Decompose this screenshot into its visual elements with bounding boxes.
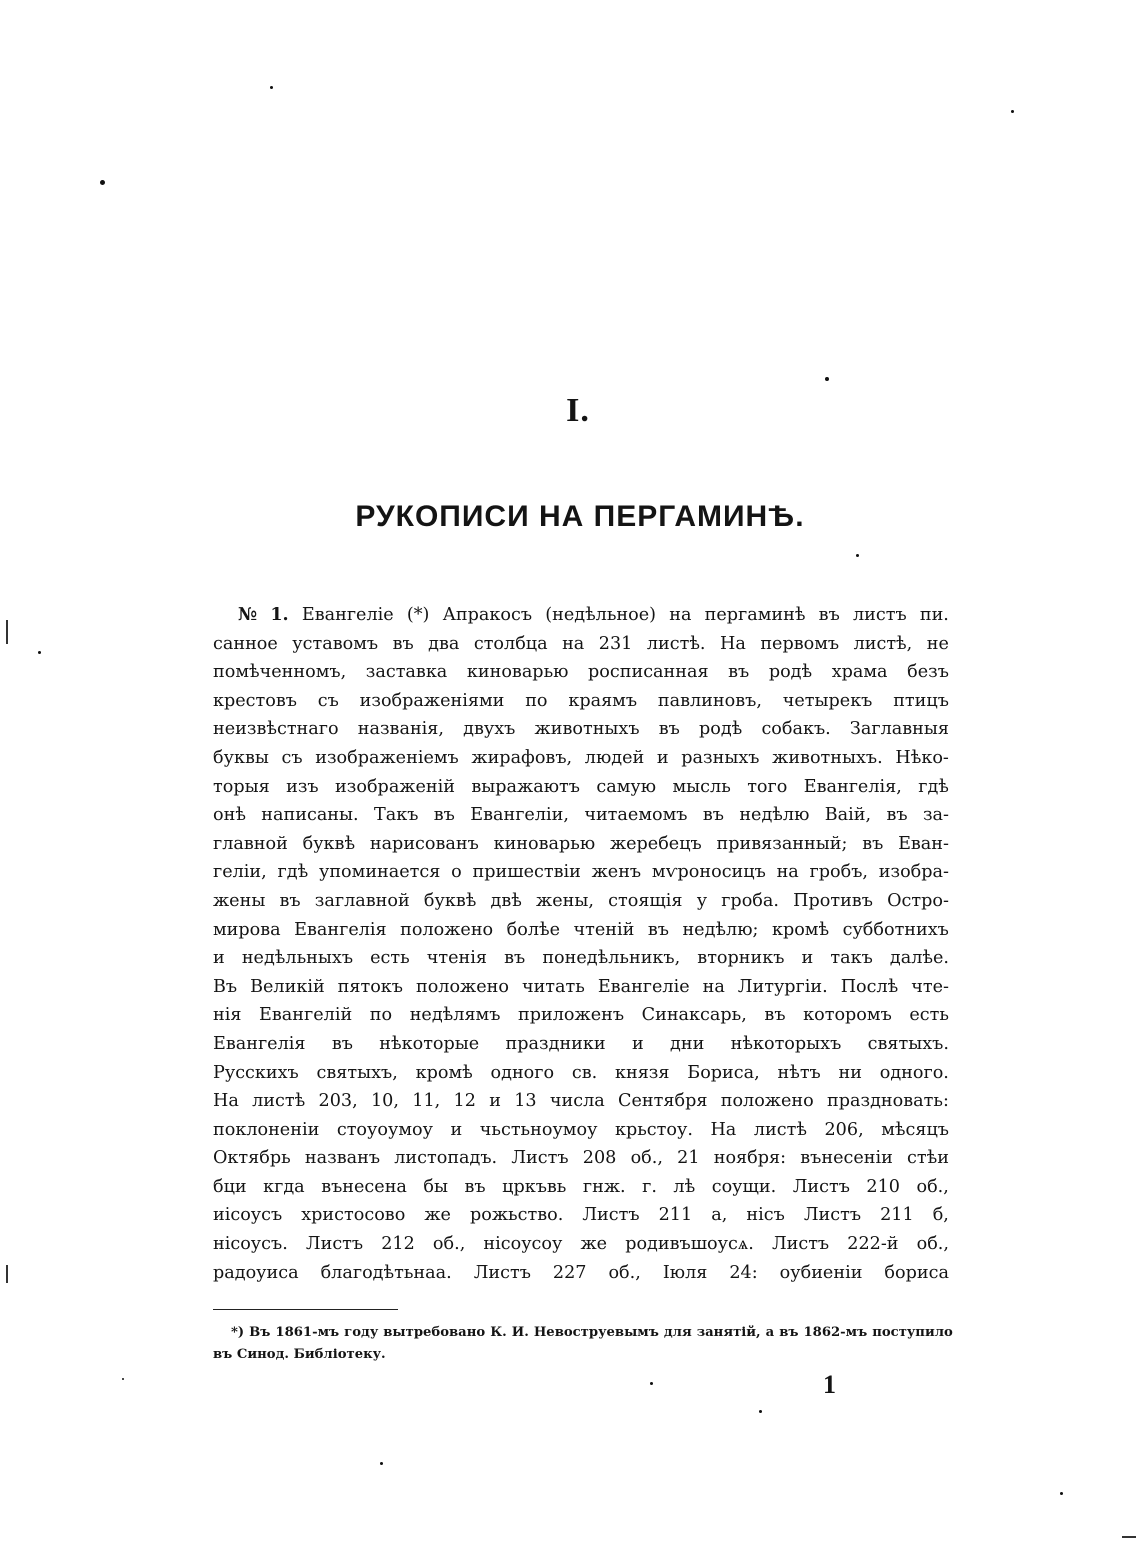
body-line: мирова Евангелія положено болѣе чтеній въ недѣлю; кромѣ субботнихъ	[213, 919, 949, 940]
body-line: буквы съ изображеніемъ жирафовъ, людей и разныхъ животныхъ. Нѣко-	[213, 747, 949, 768]
body-text	[213, 601, 949, 1287]
body-line: нісоусъ. Листъ 212 об., нісоусоу же родивъшоусѧ. Листъ 222-й об.,	[213, 1234, 949, 1255]
body-line: неизвѣстнаго названія, двухъ животныхъ въ родѣ собакъ. Заглавныя	[213, 719, 949, 740]
scan-speck	[856, 554, 859, 557]
body-line: № 1. Евангеліе (*) Апракосъ (недѣльное) на пергаминѣ въ листъ пи.	[238, 604, 949, 625]
scan-edge-mark	[6, 1265, 8, 1283]
scan-edge-mark	[1122, 1536, 1136, 1538]
scan-edge-mark	[6, 620, 8, 644]
body-line: иісоусъ христосово же рожьство. Листъ 211 а, нісъ Листъ 211 б,	[213, 1205, 949, 1226]
footnote-line: *) Въ 1861-мъ году вытребовано К. И. Невоструевымъ для занятій, а въ 1862-мъ поступило	[213, 1322, 953, 1344]
page-number: 1	[823, 1370, 836, 1399]
footnote-line: въ Синод. Библіотеку.	[213, 1347, 386, 1362]
body-line: жены въ заглавной буквѣ двѣ жены, стоящія у гроба. Противъ Остро-	[213, 890, 949, 911]
body-line: онѣ написаны. Такъ въ Евангеліи, читаемомъ въ недѣлю Ваій, въ за-	[213, 805, 949, 826]
scan-speck	[1011, 110, 1014, 113]
scan-speck	[380, 1462, 383, 1465]
footnote-mark: *)	[231, 1325, 245, 1340]
body-line: поклоненіи стоуоумоу и чьстьноумоу крьстоу. На листѣ 206, мѣсяцъ	[213, 1119, 949, 1140]
scan-speck	[122, 1378, 124, 1380]
body-line: нія Евангелій по недѣлямъ приложенъ Синаксарь, въ которомъ есть	[213, 1005, 949, 1026]
scan-speck	[1060, 1492, 1063, 1495]
body-line: Октябрь названъ листопадъ. Листъ 208 об., 21 ноября: вънесеніи стѣи	[213, 1148, 949, 1169]
body-line: и недѣльныхъ есть чтенія въ понедѣльникъ, вторникъ и такъ далѣе.	[213, 948, 949, 969]
scan-speck	[100, 180, 105, 185]
footnote-rule	[213, 1309, 398, 1310]
scan-speck	[650, 1382, 653, 1385]
body-line: бци кгда вънесена бы въ цркъвь гнж. г. лѣ соущи. Листъ 210 об.,	[213, 1176, 949, 1197]
body-line: радоуиса благодѣтьнаа. Листъ 227 об., Іюля 24: оубиеніи бориса	[213, 1262, 949, 1283]
body-line: крестовъ съ изображеніями по краямъ павлиновъ, четырекъ птицъ	[213, 690, 949, 711]
body-line: торыя изъ изображеній выражаютъ самую мысль того Евангелія, гдѣ	[213, 776, 949, 797]
body-line: Въ Великій пятокъ положено читать Евангеліе на Литургіи. Послѣ чте-	[213, 976, 949, 997]
scan-speck	[759, 1410, 762, 1413]
body-line: На листѣ 203, 10, 11, 12 и 13 числа Сентября положено праздновать:	[213, 1091, 949, 1112]
scan-speck	[38, 651, 41, 654]
scan-speck	[825, 377, 829, 381]
scan-speck	[270, 86, 273, 89]
section-title: РУКОПИСИ НА ПЕРГАМИНѢ.	[355, 500, 805, 533]
body-line: Русскихъ святыхъ, кромѣ одного св. князя Бориса, нѣтъ ни одного.	[213, 1062, 949, 1083]
body-line: санное уставомъ въ два столбца на 231 листѣ. На первомъ листѣ, не	[213, 633, 949, 654]
section-numeral: I.	[566, 392, 590, 429]
body-line: Евангелія въ нѣкоторые праздники и дни нѣкоторыхъ святыхъ.	[213, 1033, 949, 1054]
body-line: главной буквѣ нарисованъ киноварью жеребецъ привязанный; въ Еван-	[213, 833, 949, 854]
body-line: помѣченномъ, заставка киноварью росписанная въ родѣ храма безъ	[213, 662, 949, 683]
footnote	[213, 1322, 953, 1366]
body-line: геліи, гдѣ упоминается о пришествіи женъ мѵроносицъ на гробъ, изобра-	[213, 862, 949, 883]
